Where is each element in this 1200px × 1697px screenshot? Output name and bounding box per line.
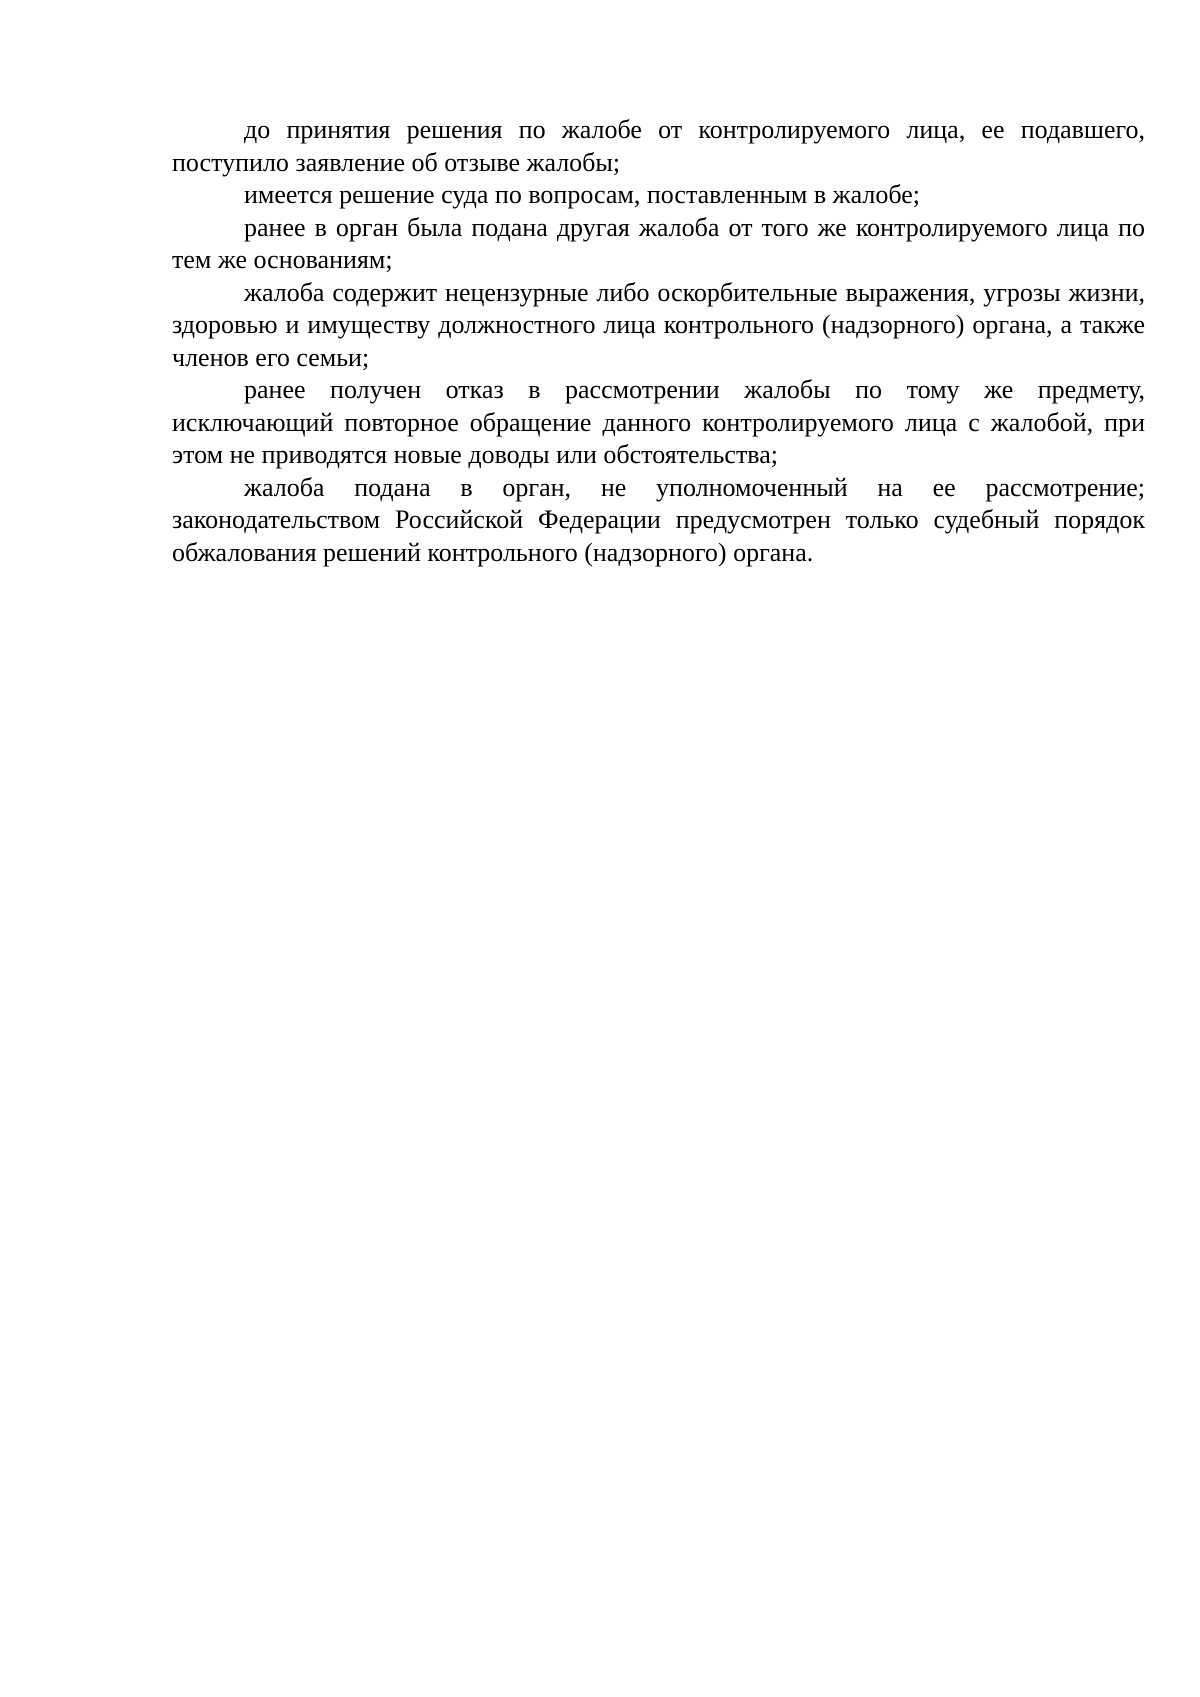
paragraph-wrong-authority: жалоба подана в орган, не уполномоченный на ее рассмотрение; законодательством Российской Федерации предусмотрен только судебный порядок обжалования решений контрольного (надзорного) органа. <box>172 472 1145 567</box>
paragraph-repeat-complaint: ранее в орган была подана другая жалоба от того же контролируемого лица по тем же основаниям; <box>172 212 1145 274</box>
paragraph-prior-refusal: ранее получен отказ в рассмотрении жалобы по тому же предмету, исключающий повторное обращение данного контролируемого лица с жалобой, при этом не приводятся новые доводы или обстоятельства; <box>172 375 1145 469</box>
paragraph-offensive-language: жалоба содержит нецензурные либо оскорбительные выражения, угрозы жизни, здоровью и имуществу должностного лица контрольного (надзорного) органа, а также членов его семьи; <box>172 277 1145 372</box>
document-body <box>172 114 1145 569</box>
paragraph-court-decision: имеется решение суда по вопросам, поставленным в жалобе; <box>244 180 920 209</box>
paragraph-withdrawal-of-complaint: до принятия решения по жалобе от контролируемого лица, ее подавшего, поступило заявление об отзыве жалобы; <box>172 115 1145 177</box>
